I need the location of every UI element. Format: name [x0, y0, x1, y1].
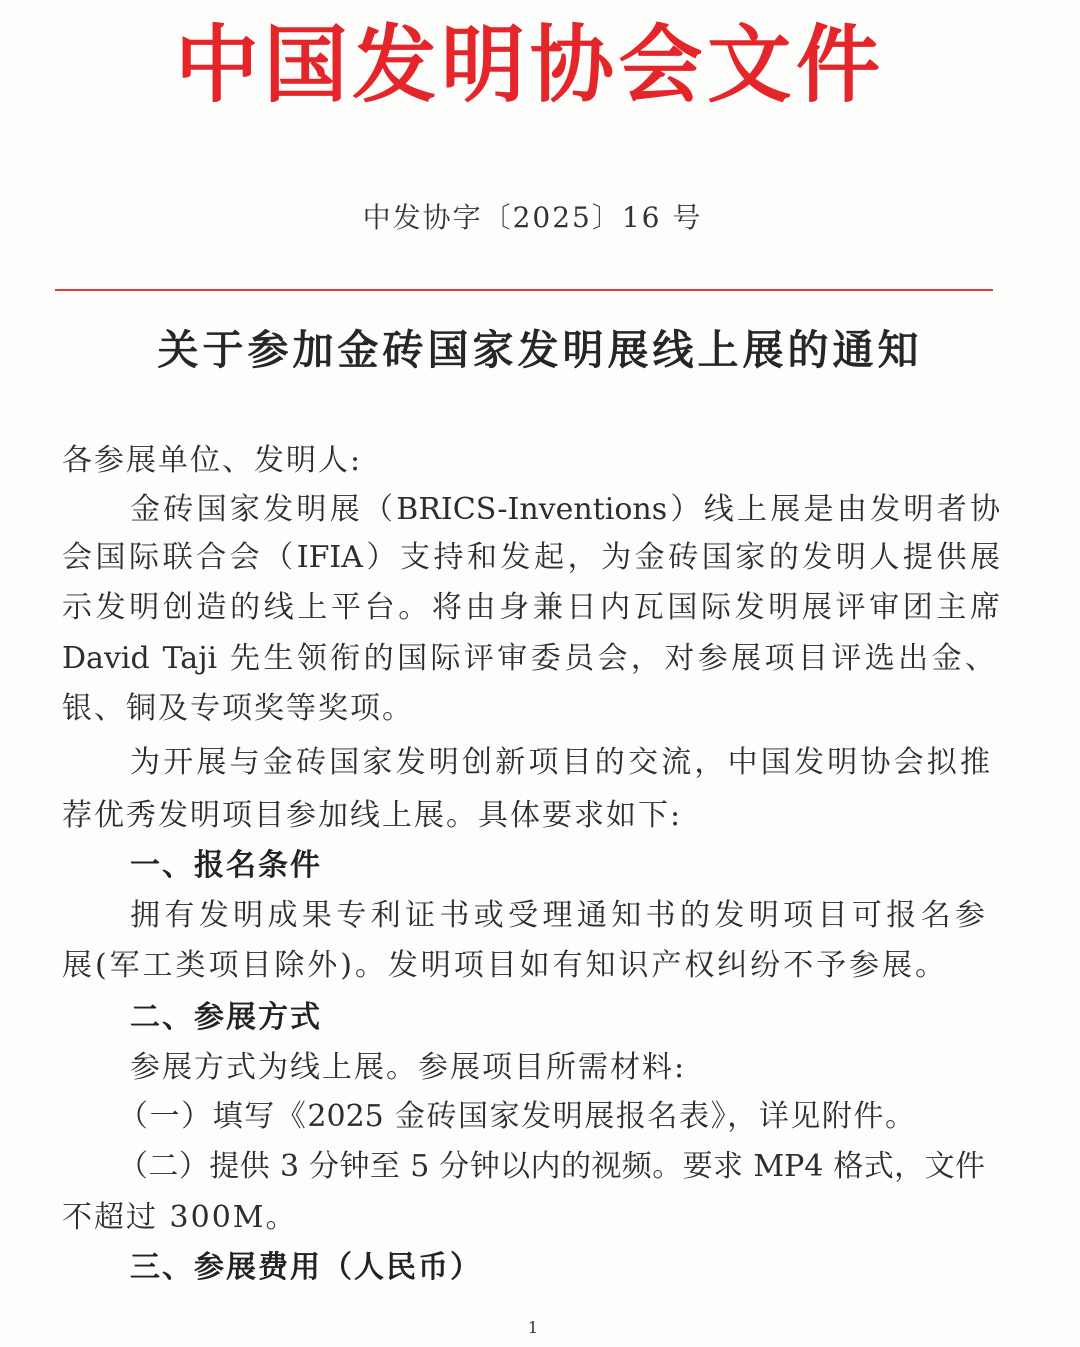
paragraph-line: 为开展与金砖国家发明创新项目的交流，中国发明协会拟推: [130, 745, 990, 780]
paragraph-line: David Taji 先生领衔的国际评审委员会，对参展项目评选出金、: [62, 641, 995, 676]
page-number: 1: [527, 1318, 539, 1337]
red-divider-line: [55, 289, 993, 291]
list-item-continuation: 不超过 300M。: [62, 1200, 298, 1235]
salutation: 各参展单位、发明人:: [62, 443, 363, 478]
list-item: （一）填写《2025 金砖国家发明展报名表》，详见附件。: [118, 1099, 915, 1134]
section-heading: 三、参展费用（人民币）: [130, 1250, 482, 1285]
paragraph-line: 示发明创造的线上平台。将由身兼日内瓦国际发明展评审团主席: [62, 590, 1000, 625]
list-item: （二）提供 3 分钟至 5 分钟以内的视频。要求 MP4 格式，文件: [118, 1149, 985, 1184]
paragraph-line: 拥有发明成果专利证书或受理通知书的发明项目可报名参: [130, 898, 985, 933]
paragraph-line: 金砖国家发明展（BRICS-Inventions）线上展是由发明者协: [130, 492, 1000, 527]
document-number: 中发协字〔2025〕16 号: [362, 201, 703, 234]
paragraph-line: 展(军工类项目除外)。发明项目如有知识产权纠纷不予参展。: [62, 948, 945, 983]
section-heading: 一、报名条件: [130, 848, 322, 883]
paragraph-line: 荐优秀发明项目参加线上展。具体要求如下:: [62, 798, 683, 833]
paragraph-line: 银、铜及专项奖等奖项。: [62, 691, 414, 726]
document-title: 关于参加金砖国家发明展线上展的通知: [157, 326, 923, 374]
section-heading: 二、参展方式: [130, 1000, 322, 1035]
paragraph-line: 会国际联合会（IFIA）支持和发起，为金砖国家的发明人提供展: [62, 540, 1000, 575]
section-intro: 参展方式为线上展。参展项目所需材料:: [130, 1050, 687, 1085]
masthead-title: 中国发明协会文件: [175, 15, 880, 114]
